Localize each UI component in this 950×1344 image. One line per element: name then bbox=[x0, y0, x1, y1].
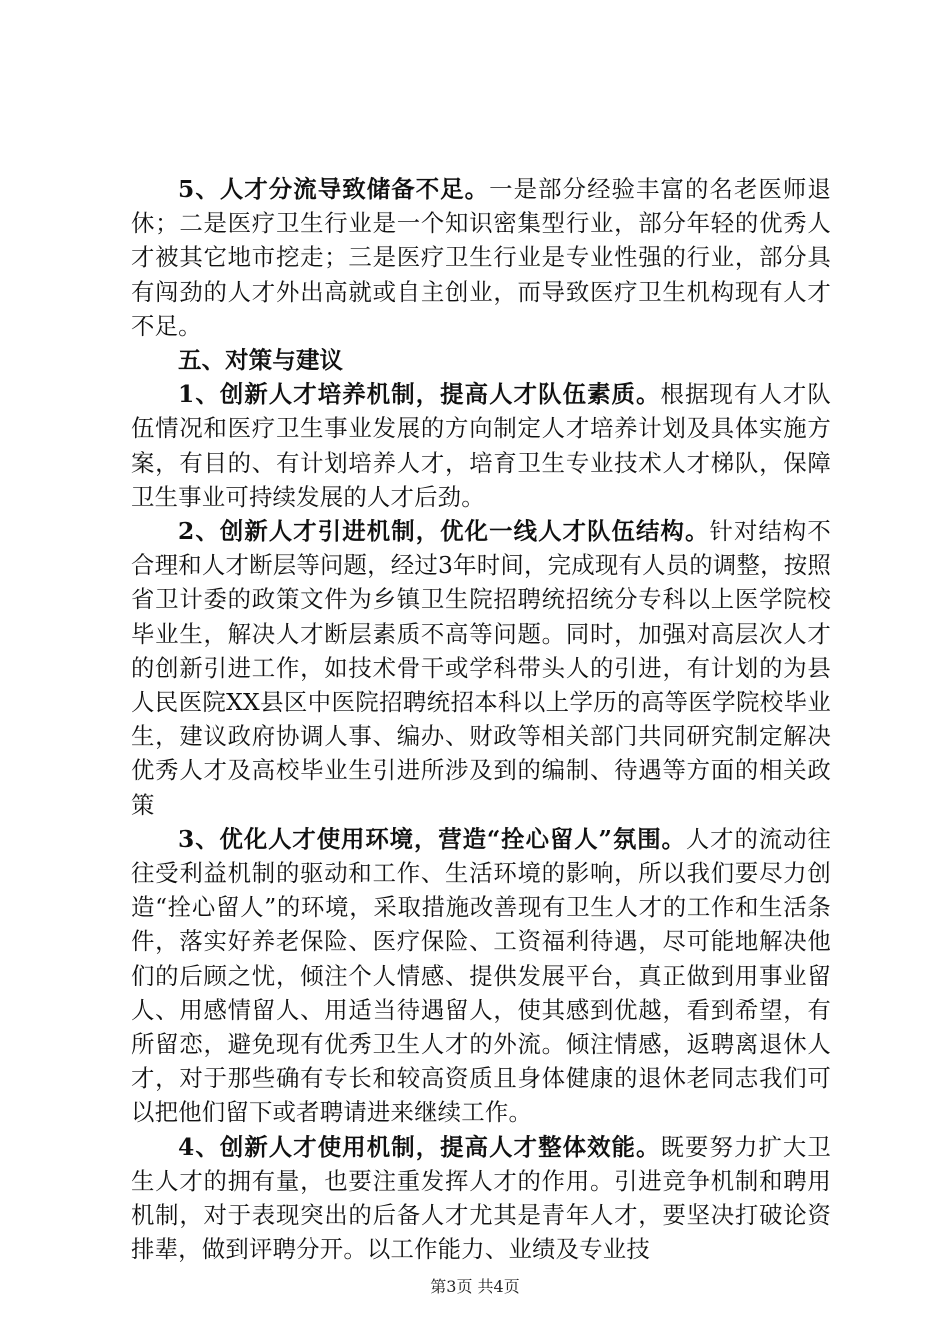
paragraph-text: 一是部分经验丰富的名老医师退休；二是医疗卫生行业是一个知识密集型行业，部分年轻的优秀人才被其它地市挖走；三是医疗卫生行业是专业性强的行业，部分具有闯劲的人才外出高就或自主创业，而导致医疗卫生机构现有人才不足。 bbox=[131, 175, 831, 340]
document-body bbox=[131, 172, 831, 1267]
page-footer bbox=[0, 1277, 950, 1297]
section-heading: 五、对策与建议 bbox=[178, 346, 344, 375]
paragraph-recruitment-mechanism bbox=[131, 514, 831, 822]
paragraph-text: 根据现有人才队伍情况和医疗卫生事业发展的方向制定人才培养计划及具体实施方案，有目的、有计划培养人才，培育卫生专业技术人才梯队，保障卫生事业可持续发展的人才后劲。 bbox=[131, 380, 831, 511]
paragraph-usage-mechanism bbox=[131, 1130, 831, 1267]
paragraph-lead: 1、创新人才培养机制，提高人才队伍素质。 bbox=[178, 380, 661, 409]
paragraph-retention-environment bbox=[131, 822, 831, 1130]
paragraph-lead: 4、创新人才使用机制，提高人才整体效能。 bbox=[178, 1132, 661, 1161]
paragraph-lead: 2、创新人才引进机制，优化一线人才队伍结构。 bbox=[178, 517, 710, 546]
page-number: 第3页 共4页 bbox=[430, 1277, 520, 1296]
paragraph-lead: 5、人才分流导致储备不足。 bbox=[178, 175, 490, 203]
paragraph-lead: 3、优化人才使用环境，营造“拴心留人”氛围。 bbox=[178, 824, 686, 853]
paragraph-text: 人才的流动往往受利益机制的驱动和工作、生活环境的影响，所以我们要尽力创造“拴心留人”的环境，采取措施改善现有卫生人才的工作和生活条件，落实好养老保险、医疗保险、工资福利待遇，尽可能地解决他们的后顾之忧，倾注个人情感、提供发展平台，真正做到用事业留人、用感情留人、用适当待遇留人，使其感到优越，看到希望，有所留恋，避免现有优秀卫生人才的外流。倾注情感，返聘离退休人才，对于那些确有专长和较高资质且身体健康的退休老同志我们可以把他们留下或者聘请进来继续工作。 bbox=[131, 824, 831, 1127]
paragraph-talent-diversion bbox=[131, 172, 831, 343]
paragraph-text: 针对结构不合理和人才断层等问题，经过3年时间，完成现有人员的调整，按照省卫计委的政策文件为乡镇卫生院招聘统招统分专科以上医学院校毕业生，解决人才断层素质不高等问题。同时，加强对高层次人才的创新引进工作，如技术骨干或学科带头人的引进，有计划的为县人民医院XX县区中医院招聘统招本科以上学历的高等医学院校毕业生，建议政府协调人事、编办、财政等相关部门共同研究制定解决优秀人才及高校毕业生引进所涉及到的编制、待遇等方面的相关政策 bbox=[131, 517, 831, 819]
paragraph-training-mechanism bbox=[131, 377, 831, 514]
paragraph-text: 既要努力扩大卫生人才的拥有量，也要注重发挥人才的作用。引进竞争机制和聘用机制，对于表现突出的后备人才尤其是青年人才，要坚决打破论资排辈，做到评聘分开。以工作能力、业绩及专业技 bbox=[131, 1132, 831, 1264]
